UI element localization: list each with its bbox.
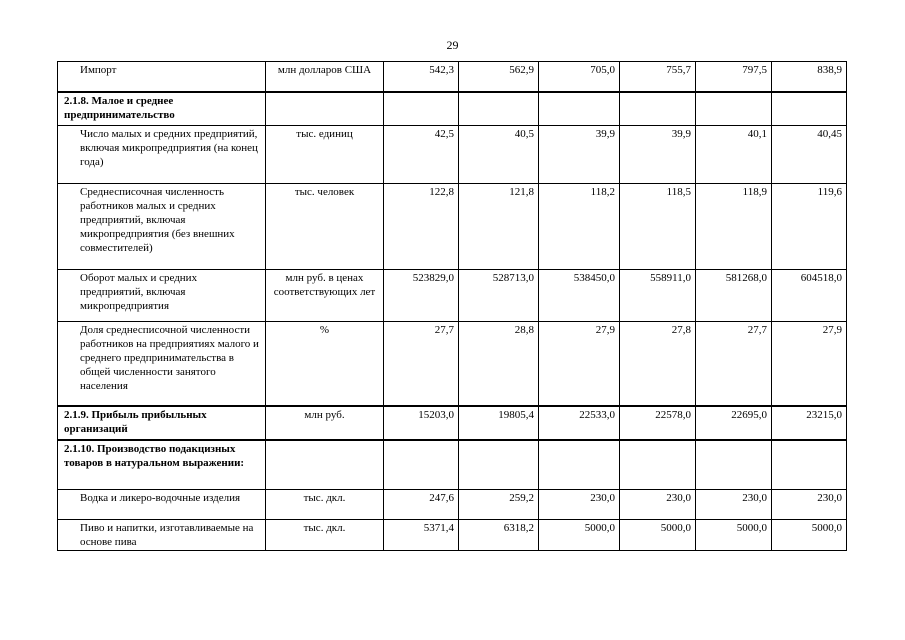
value-cell: 247,6 [384, 490, 459, 520]
row-label: Доля среднесписочной численности работников на предприятиях малого и среднего предпринимательства в общей численности занятого населения [58, 322, 266, 406]
value-cell: 230,0 [772, 490, 847, 520]
page-number: 29 [446, 38, 459, 52]
value-cell: 230,0 [620, 490, 696, 520]
value-cell: 27,9 [539, 322, 620, 406]
value-cell [459, 92, 539, 126]
table-row [58, 62, 847, 92]
value-cell: 27,7 [696, 322, 772, 406]
value-cell: 118,9 [696, 184, 772, 270]
value-cell: 797,5 [696, 62, 772, 92]
row-label: Пиво и напитки, изготавливаемые на основе пива [58, 520, 266, 551]
row-label: Среднесписочная численность работников малых и средних предприятий, включая микропредприятия (без внешних совместителей) [58, 184, 266, 270]
row-unit [266, 92, 384, 126]
value-cell: 42,5 [384, 126, 459, 184]
section-row [58, 406, 847, 440]
section-heading: 2.1.8. Малое и среднее предпринимательство [58, 92, 266, 126]
value-cell: 542,3 [384, 62, 459, 92]
section-heading: 2.1.10. Производство подакцизных товаров в натуральном выражении: [58, 440, 266, 490]
section-heading: 2.1.9. Прибыль прибыльных организаций [58, 406, 266, 440]
value-cell: 122,8 [384, 184, 459, 270]
row-unit: тыс. дкл. [266, 490, 384, 520]
value-cell: 230,0 [696, 490, 772, 520]
value-cell: 22533,0 [539, 406, 620, 440]
value-cell: 562,9 [459, 62, 539, 92]
row-unit: % [266, 322, 384, 406]
value-cell [772, 440, 847, 490]
section-row [58, 92, 847, 126]
table-row [58, 322, 847, 406]
value-cell: 27,7 [384, 322, 459, 406]
row-unit: млн руб. в ценах соответствующих лет [266, 270, 384, 322]
row-label: Водка и ликеро-водочные изделия [58, 490, 266, 520]
row-unit: тыс. человек [266, 184, 384, 270]
table-row [58, 184, 847, 270]
value-cell: 40,5 [459, 126, 539, 184]
value-cell: 40,45 [772, 126, 847, 184]
value-cell: 23215,0 [772, 406, 847, 440]
table-row [58, 490, 847, 520]
value-cell [459, 440, 539, 490]
value-cell: 22578,0 [620, 406, 696, 440]
value-cell: 5371,4 [384, 520, 459, 551]
value-cell [539, 440, 620, 490]
value-cell: 27,9 [772, 322, 847, 406]
row-unit: тыс. единиц [266, 126, 384, 184]
section-row [58, 440, 847, 490]
value-cell: 755,7 [620, 62, 696, 92]
row-label: Оборот малых и средних предприятий, включая микропредприятия [58, 270, 266, 322]
value-cell [772, 92, 847, 126]
value-cell [384, 440, 459, 490]
value-cell [696, 440, 772, 490]
value-cell [620, 440, 696, 490]
value-cell: 39,9 [620, 126, 696, 184]
row-unit [266, 440, 384, 490]
value-cell: 528713,0 [459, 270, 539, 322]
value-cell [696, 92, 772, 126]
value-cell: 39,9 [539, 126, 620, 184]
value-cell: 19805,4 [459, 406, 539, 440]
value-cell: 259,2 [459, 490, 539, 520]
value-cell: 705,0 [539, 62, 620, 92]
row-unit: млн руб. [266, 406, 384, 440]
value-cell: 604518,0 [772, 270, 847, 322]
value-cell: 118,5 [620, 184, 696, 270]
row-label: Число малых и средних предприятий, включая микропредприятия (на конец года) [58, 126, 266, 184]
table-row [58, 126, 847, 184]
value-cell: 230,0 [539, 490, 620, 520]
value-cell: 28,8 [459, 322, 539, 406]
value-cell: 5000,0 [539, 520, 620, 551]
value-cell [384, 92, 459, 126]
value-cell: 118,2 [539, 184, 620, 270]
value-cell: 121,8 [459, 184, 539, 270]
value-cell: 40,1 [696, 126, 772, 184]
value-cell: 558911,0 [620, 270, 696, 322]
value-cell: 581268,0 [696, 270, 772, 322]
value-cell: 5000,0 [772, 520, 847, 551]
value-cell: 538450,0 [539, 270, 620, 322]
row-unit: тыс. дкл. [266, 520, 384, 551]
row-label: Импорт [58, 62, 266, 92]
value-cell: 27,8 [620, 322, 696, 406]
value-cell [539, 92, 620, 126]
value-cell: 22695,0 [696, 406, 772, 440]
indicators-table [57, 61, 847, 551]
table-row [58, 520, 847, 551]
value-cell: 523829,0 [384, 270, 459, 322]
value-cell: 15203,0 [384, 406, 459, 440]
value-cell: 5000,0 [620, 520, 696, 551]
value-cell: 119,6 [772, 184, 847, 270]
table-row [58, 270, 847, 322]
value-cell: 5000,0 [696, 520, 772, 551]
value-cell: 6318,2 [459, 520, 539, 551]
value-cell [620, 92, 696, 126]
value-cell: 838,9 [772, 62, 847, 92]
row-unit: млн долларов США [266, 62, 384, 92]
